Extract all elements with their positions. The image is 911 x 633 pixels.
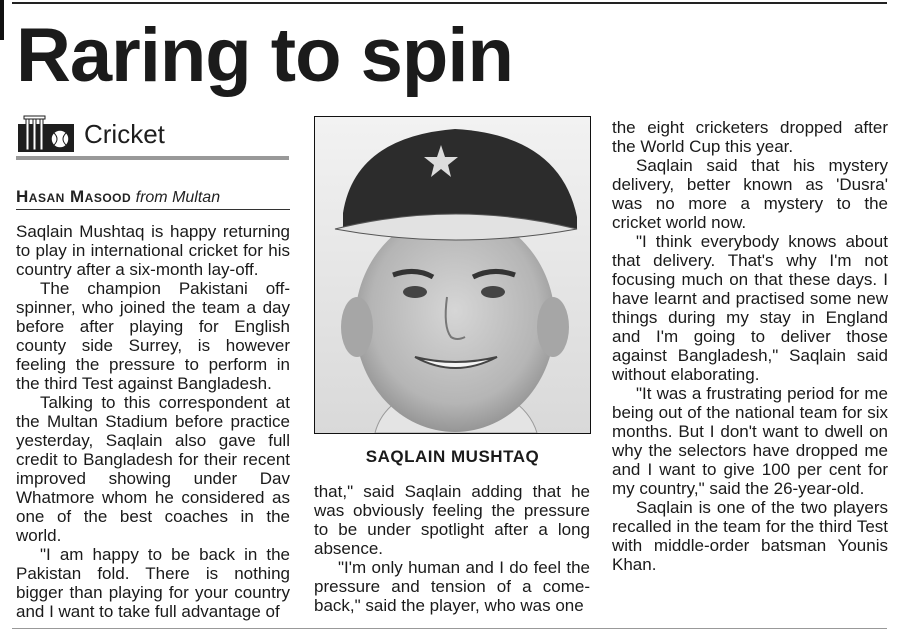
- top-rule: [12, 2, 887, 4]
- cricket-icon: [16, 114, 76, 154]
- paragraph: "It was a frustrating period for me being out of the national team for six months. But I don't want to dwell on why the selectors have dropped me and I want to give 100 per cent for my country," said the 26-year-old.: [612, 384, 888, 498]
- paragraph: "I am happy to be back in the Pakistan fold. There is nothing bigger than playing for your country and I want to take full advantage of: [16, 545, 290, 621]
- paragraph: Saqlain is one of the two players recalled in the team for the third Test with middle-order batsman Younis Khan.: [612, 498, 888, 574]
- paragraph: Talking to this correspondent at the Multan Stadium before practice yesterday, Saqlain also gave full credit to Bangladesh for their recent improved showing under Dav Whatmore whom he considered as one of the best coaches in the world.: [16, 393, 290, 545]
- paragraph: The champion Pakistani off-spinner, who joined the team a day before after playing for English county side Surrey, is however feeling the pressure to perform in the third Test against Bangladesh.: [16, 279, 290, 393]
- paragraph: "I think everybody knows about that delivery. That's why I'm not focusing much on that these days. I have learnt and practised some new things during my stay in England and I'm going to deliver those against Bangladesh," Saqlain said without elaborating.: [612, 232, 888, 384]
- paragraph: that," said Saqlain adding that he was obviously feeling the pressure to be under spotlight after a long absence.: [314, 482, 590, 558]
- paragraph: "I'm only human and I do feel the pressure and tension of a come-back," said the player, who was one: [314, 558, 590, 615]
- article-column-2: [314, 482, 590, 615]
- player-photo: [314, 116, 591, 434]
- headline: Raring to spin: [16, 13, 513, 98]
- byline-location: from Multan: [135, 189, 221, 206]
- paragraph: Saqlain said that his mystery delivery, better known as 'Dusra' was no more a mystery to the cricket world now.: [612, 156, 888, 232]
- paragraph: the eight cricketers dropped after the World Cup this year.: [612, 118, 888, 156]
- player-portrait-image: [315, 117, 590, 433]
- bottom-rule: [12, 628, 887, 629]
- paragraph: Saqlain Mushtaq is happy returning to play in international cricket for his country after a six-month lay-off.: [16, 222, 290, 279]
- byline: [16, 187, 290, 207]
- section-rule: [16, 156, 289, 160]
- byline-rule: [16, 209, 290, 210]
- article-column-3: [612, 118, 888, 574]
- byline-author: Hasan Masood: [16, 187, 132, 206]
- photo-caption: SAQLAIN MUSHTAQ: [365, 447, 540, 466]
- article-column-1: [16, 222, 290, 621]
- page-edge-mark: [0, 0, 4, 40]
- section-tag: [16, 113, 289, 155]
- section-label: Cricket: [84, 118, 165, 149]
